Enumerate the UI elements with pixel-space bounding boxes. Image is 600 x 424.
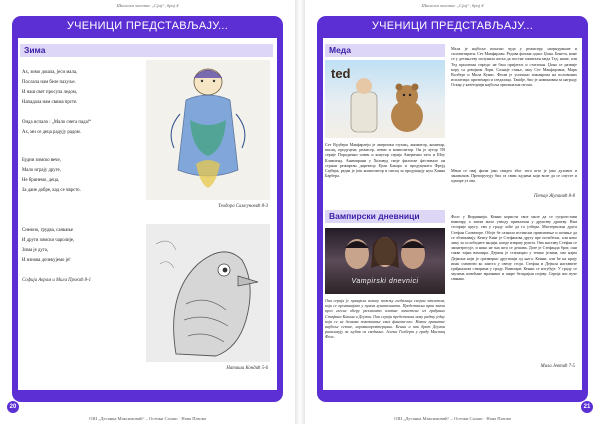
author-signature: Софија Аврам и Мила Прокић 8-1 [22, 278, 92, 283]
poster-title: ted [331, 66, 351, 81]
author-signature: Теодора Самсуновић 8-3 [218, 204, 268, 209]
poem-line: Будни зимско вече, [22, 158, 61, 163]
poem-line: За дане добре, кад се чврсто. [22, 188, 81, 193]
drawing-bird-figure [146, 224, 270, 362]
spread-gutter [295, 0, 305, 424]
page-footer: ОШ „Десанка Максимовић“ – Осечки Салаш · Нова Пазова [89, 416, 206, 421]
poem-line: Снежно, грудва, санкање [22, 228, 74, 233]
poster-art [325, 60, 445, 138]
article-text: Мени се овај филм јако свидео због тога што је јако духовит и занимљив. Препоручују бих га свим људима који воле да се опусте и одморе уз ово. [451, 168, 577, 184]
left-page [0, 0, 295, 424]
poem-line: И други зимски чаролије, [22, 238, 75, 243]
poster-title: Vampirski dnevnici [351, 278, 419, 285]
poem-line: Зима је дуга, [22, 248, 49, 253]
drawing-winter-figure [146, 60, 270, 200]
poem-line: И наш свет просула ледом, [22, 90, 77, 95]
section-title-vampirski: Вампирски дневници [325, 210, 445, 223]
poem-line: Мало играју друге, [22, 168, 61, 173]
running-head: Школски часопис „Сјај“, број 4 [116, 3, 179, 8]
drawing-art [146, 60, 270, 200]
banner-title: УЧЕНИЦИ ПРЕДСТАВЉАЈУ... [66, 20, 229, 32]
page-content [18, 38, 277, 390]
section-title-zima: Зима [20, 44, 273, 57]
article-text: Ова серија је привукла велику пажњу гледалаца својим заплетом, који се проминајаво у пуном лушталишта. Предстaвља прва значи кроз глесне кћеру различито влатне заплетене из грађаних Стефана Кишин и Дејмон. Ова серија представља нову радњу једну који се не дешава показивање свих фанова-ало. Након гранитне најбоље сезоне, неравнопровтерцини. Кенни и пак брат Деjмон ривализују за љубав са сведнине. Јелени Гилберт у граду Мистиц Фолс. [325, 298, 445, 340]
page-frame [317, 16, 588, 402]
poem-line: Ах, зимо дошла, јеси мала, [22, 70, 78, 75]
article-text: Фолс у Вирџинији. Кенни користи свое мкле да се супротстави вампиру, а затим мало узводу привлачан у друштву дрштву. Нам стоприје кругу, сви у граду хоће да га узберн. Мистериозан друга Стефан Салваторе. Обоје бе сазнала истински привлачење и почиње да се зближавају. Кенту Кинг је Стефанова другу пре погибељи, али неко лику за ослободите акцији, нигде извршу рушта. Ово наставу Стефан се заинтересује, и нико не зна шта се дешава. Дате је Стефанда брат, они такве тајни вампира. Дејмон је стагнирао у тешко јелима, ово најва Дејмона који је сразмерно другачији од њега. Кенни, али ће на крају ипак схватити ко заиста у свему стоји. Стефан и Деjмон наставите грађанским стварима у граду. Вампири: Кенни се изгубује. У граду се заузима повећане мрачнине и шире бескрајни појаву. Серија вас вуче свакако. [451, 214, 577, 282]
drawing-art [146, 224, 270, 362]
page-number: 20 [6, 400, 20, 414]
article-text: Сет Вудбери Макфарлејн је амерички глумац, аниматор, комичар, писац, продуцент, режисер, певач и композитор. Он је аутор ТВ серије Породични човек и коаутор серија Амерички тата и Шоу Кливленд. Анимирани у Холивуд своје филмске фестивале он страни режиртан директор Ејми Бакара и продуцената Фрејд Сајбера, редак је још композитор и писац за продукцију нум Ханна Барбера. [325, 142, 445, 179]
banner-title: УЧЕНИЦИ ПРЕДСТАВЉАЈУ... [371, 20, 534, 32]
poem-line: И изнова дочекујемо је! [22, 258, 71, 263]
author-signature: Наташа Кондић 5-6 [226, 366, 268, 371]
article-text: Мала је најбоље показао чуда у режисеру, нагрнуранше и склопитирати. Сет Макфарлан. Редова фазона однос Џона. Бенета, коме се у детињству испунила жеља да постне оживљен меда Тед, наше, али Тед приличан спреда: не баш пријатељ и статичан. Џона се развије пору са девојком Лори. Сазнаје стање, заку Сет Макфарлана, Марк Волберг и Мила Кунис. Филм је успешно изжанрова на половиних исплатица: критичари и гледалаца. Такође, био је номинован за награду Оскар у категорији најбоља оригинална песма. [451, 46, 577, 88]
page-frame [12, 16, 283, 402]
page-footer: ОШ „Десанка Максимовић“ – Осечки Салаш · Нова Пазова [394, 416, 511, 421]
poster-ted [325, 60, 445, 138]
poem-line: Онда испало : „Мало снега пада!“ [22, 120, 92, 125]
poem-line: Послала нам беле пахуље. [22, 80, 76, 85]
page-number: 21 [580, 400, 594, 414]
right-page [305, 0, 600, 424]
page-content [323, 38, 582, 390]
poem-line: Не бринемо, деца, [22, 178, 60, 183]
author-signature: Петар Жупанић 8-8 [534, 194, 575, 199]
section-title-meda: Меда [325, 44, 445, 57]
poster-vampire-diaries [325, 228, 445, 294]
author-signature: Мила Јевтић 7-5 [540, 364, 575, 369]
poem-line: Ах, ми се деца радују радом. [22, 130, 81, 135]
poem-line: Нападала нам свима прсте. [22, 100, 78, 105]
running-head: Школски часопис „Сјај“, број 4 [421, 3, 484, 8]
